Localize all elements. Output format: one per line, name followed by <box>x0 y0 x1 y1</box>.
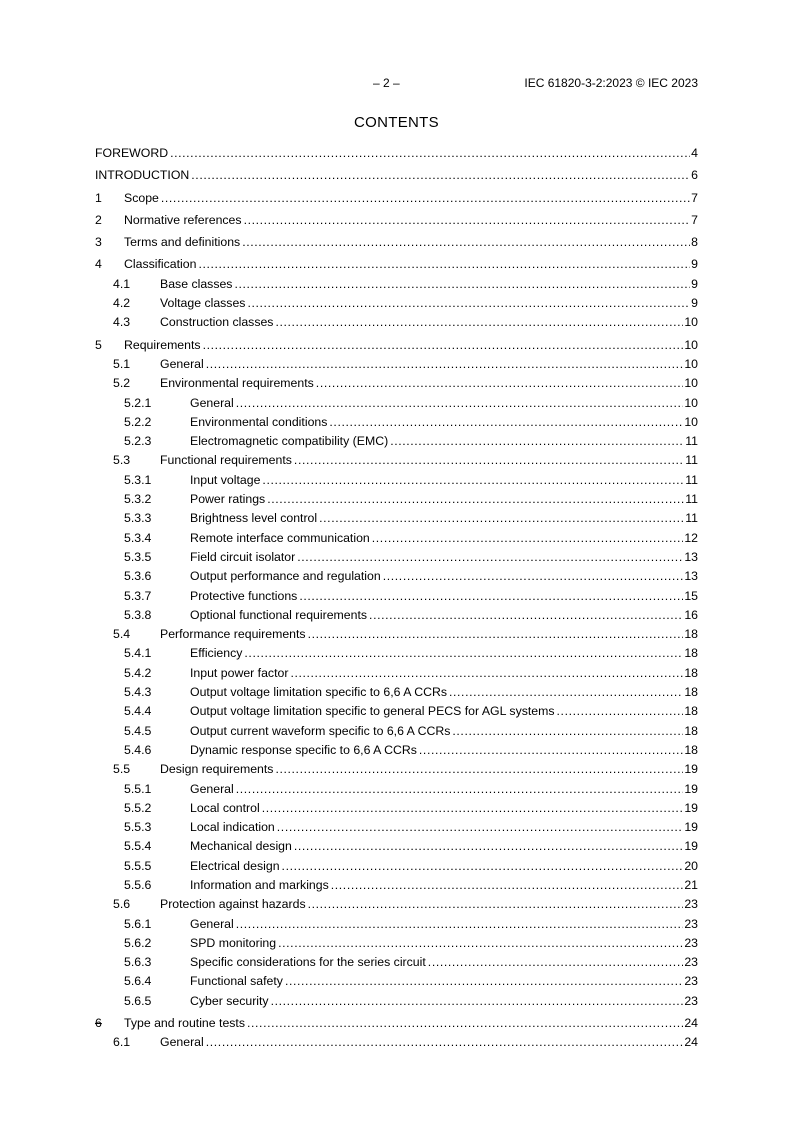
toc-entry-title[interactable]: Dynamic response specific to 6,6 A CCRs <box>190 742 417 757</box>
toc-entry-title[interactable]: Optional functional requirements <box>190 607 368 622</box>
dot-leader <box>191 166 690 185</box>
toc-entry-page[interactable]: 19 <box>684 781 698 796</box>
toc-entry-title[interactable]: INTRODUCTION <box>95 168 190 183</box>
toc-entry[interactable] <box>95 144 698 163</box>
toc-entry-number: 4.1 <box>113 276 131 291</box>
dot-leader <box>297 548 683 567</box>
toc-entry-title[interactable]: General <box>160 1035 204 1050</box>
dot-leader <box>390 432 684 451</box>
toc-entry-page[interactable]: 10 <box>684 315 698 330</box>
toc-entry-number: 5.1 <box>113 356 131 371</box>
toc-entry-title[interactable]: General <box>190 781 234 796</box>
toc-entry-page[interactable]: 8 <box>691 235 698 250</box>
toc-entry[interactable] <box>95 702 698 721</box>
dot-leader <box>428 953 684 972</box>
toc-entry-number: 5.6.4 <box>124 974 152 989</box>
dot-leader <box>329 413 683 432</box>
toc-entry-page[interactable]: 15 <box>684 588 698 603</box>
dot-leader <box>236 394 684 413</box>
toc-entry-page[interactable]: 4 <box>691 146 698 160</box>
toc-entry-number: 6 <box>95 1016 102 1031</box>
toc-entry-page[interactable]: 19 <box>684 800 698 815</box>
toc-entry-number: 4.2 <box>113 296 131 311</box>
toc-entry[interactable] <box>95 780 698 799</box>
dot-leader <box>369 606 683 625</box>
toc-entry-number: 5 <box>95 337 102 352</box>
toc-entry[interactable] <box>95 509 698 528</box>
toc-entry-title[interactable]: SPD monitoring <box>190 935 277 950</box>
dot-leader <box>206 1033 684 1052</box>
toc-entry-title[interactable]: Performance requirements <box>160 627 306 642</box>
toc-entry[interactable] <box>95 876 698 895</box>
toc-entry-number: 5.6.1 <box>124 916 152 931</box>
toc-entry-page[interactable]: 12 <box>684 530 698 545</box>
toc-entry[interactable] <box>95 394 698 413</box>
toc-entry-title[interactable]: Mechanical design <box>190 839 292 854</box>
toc-entry-number: 5.3.5 <box>124 549 152 564</box>
toc-entry-page[interactable]: 13 <box>684 569 698 584</box>
toc-entry-number: 5.4 <box>113 627 131 642</box>
dot-leader <box>278 934 683 953</box>
toc-entry-title[interactable]: Classification <box>124 257 197 272</box>
toc-entry-title[interactable]: Electromagnetic compatibility (EMC) <box>190 434 389 449</box>
toc-entry-page[interactable]: 9 <box>691 296 698 311</box>
toc-entry-number: 5.2.3 <box>124 434 152 449</box>
toc-entry[interactable] <box>95 587 698 606</box>
toc-entry-title[interactable]: Voltage classes <box>160 296 246 311</box>
dot-leader <box>267 490 684 509</box>
toc-entry-number: 4.3 <box>113 315 131 330</box>
toc-entry-number: 5.2.1 <box>124 395 152 410</box>
toc-entry[interactable] <box>95 895 698 914</box>
toc-entry[interactable] <box>95 992 698 1011</box>
toc-entry-title[interactable]: Protective functions <box>190 588 298 603</box>
dot-leader <box>419 741 683 760</box>
toc-entry-title[interactable]: FOREWORD <box>95 146 169 160</box>
toc-entry-page[interactable]: 10 <box>684 395 698 410</box>
toc-entry[interactable] <box>95 413 698 432</box>
toc-entry-page[interactable]: 23 <box>684 993 698 1008</box>
dot-leader <box>275 313 683 332</box>
toc-entry[interactable] <box>95 741 698 760</box>
toc-entry[interactable] <box>95 934 698 953</box>
toc-entry-title[interactable]: Functional safety <box>190 974 283 989</box>
toc-entry-number: 5.6 <box>113 897 131 912</box>
dot-leader <box>294 451 684 470</box>
toc-entry-number: 5.4.4 <box>124 704 152 719</box>
toc-entry-page[interactable]: 20 <box>684 858 698 873</box>
toc-entry[interactable] <box>95 275 698 294</box>
toc-entry-title[interactable]: Construction classes <box>160 315 274 330</box>
toc-entry-title[interactable]: Output performance and regulation <box>190 569 381 584</box>
dot-leader <box>170 144 690 163</box>
toc-entry-number: 3 <box>95 235 102 250</box>
page-title: CONTENTS <box>354 114 439 131</box>
toc-entry[interactable] <box>95 567 698 586</box>
page-header <box>0 76 793 92</box>
toc-entry[interactable] <box>95 644 698 663</box>
toc-entry-page[interactable]: 23 <box>684 935 698 950</box>
toc-entry-title[interactable]: Output voltage limitation specific to 6,6 A CCRs <box>190 685 447 700</box>
toc-entry-page[interactable]: 23 <box>684 955 698 970</box>
dot-leader <box>282 857 684 876</box>
toc-entry[interactable] <box>95 166 698 185</box>
toc-entry-number: 4 <box>95 257 102 272</box>
toc-entry-number: 5.6.2 <box>124 935 152 950</box>
toc-entry-number: 5.3.8 <box>124 607 152 622</box>
toc-entry-page[interactable]: 16 <box>684 607 698 622</box>
toc-entry-number: 1 <box>95 190 102 205</box>
toc-entry[interactable] <box>95 625 698 644</box>
dot-leader <box>244 644 683 663</box>
dot-leader <box>262 471 684 490</box>
dot-leader <box>294 837 683 856</box>
toc-entry[interactable] <box>95 336 698 355</box>
toc-entry-number: 5.4.3 <box>124 685 152 700</box>
toc-entry[interactable] <box>95 799 698 818</box>
toc-entry[interactable] <box>95 1033 698 1052</box>
toc-entry-title[interactable]: Efficiency <box>190 646 243 661</box>
toc-entry-page[interactable]: 10 <box>684 356 698 371</box>
toc-entry-number: 5.4.6 <box>124 742 152 757</box>
dot-leader <box>299 587 683 606</box>
toc-entry-title[interactable]: Field circuit isolator <box>190 549 296 564</box>
toc-entry[interactable] <box>95 1014 698 1033</box>
toc-entry-title[interactable]: Protection against hazards <box>160 897 306 912</box>
toc-entry-page[interactable]: 11 <box>685 453 698 468</box>
toc-entry[interactable] <box>95 664 698 683</box>
toc-entry-title[interactable]: Functional requirements <box>160 453 292 468</box>
toc-entry-number: 5.3.1 <box>124 472 152 487</box>
toc-entry-title[interactable]: Environmental conditions <box>190 414 328 429</box>
toc-entry[interactable] <box>95 490 698 509</box>
toc-entry-page[interactable]: 21 <box>684 877 698 892</box>
dot-leader <box>319 509 684 528</box>
toc-entry-number: 5.5.6 <box>124 877 152 892</box>
dot-leader <box>277 818 684 837</box>
toc-entry[interactable] <box>95 529 698 548</box>
dot-leader <box>383 567 684 586</box>
toc-entry-number: 5.5.2 <box>124 800 152 815</box>
dot-leader <box>331 876 684 895</box>
toc-entry-page[interactable]: 18 <box>684 723 698 738</box>
toc-entry[interactable] <box>95 355 698 374</box>
dot-leader <box>244 211 691 230</box>
toc-entry-title[interactable]: Brightness level control <box>190 511 318 526</box>
toc-entry-page[interactable]: 10 <box>684 414 698 429</box>
dot-leader <box>290 664 683 683</box>
toc-entry-page[interactable]: 19 <box>684 762 698 777</box>
dot-leader <box>247 1014 683 1033</box>
toc-entry-number: 5.5.3 <box>124 820 152 835</box>
dot-leader <box>206 355 684 374</box>
toc-entry-page[interactable]: 9 <box>691 257 698 272</box>
toc-entry-number: 5.3.2 <box>124 492 152 507</box>
toc-entry-number: 5.5.4 <box>124 839 152 854</box>
toc-entry-page[interactable]: 18 <box>684 646 698 661</box>
toc-entry-number: 5.4.5 <box>124 723 152 738</box>
dot-leader <box>271 992 684 1011</box>
dot-leader <box>234 275 690 294</box>
toc-entry[interactable] <box>95 818 698 837</box>
toc-entry-number: 6.1 <box>113 1035 131 1050</box>
toc-entry[interactable] <box>95 606 698 625</box>
dot-leader <box>247 294 690 313</box>
dot-leader <box>316 374 684 393</box>
toc-entry-title[interactable]: Remote interface communication <box>190 530 370 545</box>
toc-entry-number: 5.3.3 <box>124 511 152 526</box>
toc-entry-page[interactable]: 23 <box>684 974 698 989</box>
toc-entry-page[interactable]: 11 <box>685 434 698 449</box>
toc-entry-page[interactable]: 7 <box>691 212 698 227</box>
toc-entry-page[interactable]: 13 <box>684 549 698 564</box>
dot-leader <box>198 255 690 274</box>
toc-entry-number: 5.6.5 <box>124 993 152 1008</box>
dot-leader <box>308 895 684 914</box>
toc-entry[interactable] <box>95 451 698 470</box>
dot-leader <box>161 189 690 208</box>
dot-leader <box>275 760 683 779</box>
toc-entry-title[interactable]: Design requirements <box>160 762 274 777</box>
standard-reference: IEC 61820-3-2:2023 © IEC 2023 <box>524 76 698 90</box>
toc-entry-number: 5.6.3 <box>124 955 152 970</box>
toc-entry[interactable] <box>95 374 698 393</box>
toc-entry-number: 5.3.7 <box>124 588 152 603</box>
toc-entry-page[interactable]: 24 <box>684 1016 698 1031</box>
toc-entry-title[interactable]: Electrical design <box>190 858 280 873</box>
toc-entry-page[interactable]: 10 <box>684 376 698 391</box>
toc-entry[interactable] <box>95 471 698 490</box>
toc-entry-title[interactable]: Type and routine tests <box>124 1016 245 1031</box>
toc-entry-title[interactable]: Power ratings <box>190 492 266 507</box>
toc-entry-page[interactable]: 18 <box>684 685 698 700</box>
toc-entry-page[interactable]: 6 <box>691 168 698 183</box>
toc-entry-page[interactable]: 19 <box>684 820 698 835</box>
toc-entry[interactable] <box>95 972 698 991</box>
toc-entry[interactable] <box>95 857 698 876</box>
dot-leader <box>203 336 684 355</box>
toc-entry[interactable] <box>95 211 698 230</box>
dot-leader <box>236 915 684 934</box>
toc-entry-page[interactable]: 19 <box>684 839 698 854</box>
toc-entry-title[interactable]: Input voltage <box>190 472 261 487</box>
toc-entry-title[interactable]: Specific considerations for the series circuit <box>190 955 426 970</box>
toc-entry-title[interactable]: Base classes <box>160 276 233 291</box>
toc-entry-number: 5.3.4 <box>124 530 152 545</box>
dot-leader <box>242 233 690 252</box>
toc-entry-page[interactable]: 18 <box>684 627 698 642</box>
toc-entry[interactable] <box>95 683 698 702</box>
toc-entry-title[interactable]: Terms and definitions <box>124 235 241 250</box>
toc-entry-title[interactable]: General <box>160 356 204 371</box>
toc-entry[interactable] <box>95 837 698 856</box>
dot-leader <box>308 625 684 644</box>
toc-entry-title[interactable]: Normative references <box>124 212 242 227</box>
toc-entry-number: 5.5.1 <box>124 781 152 796</box>
toc-entry-title[interactable]: Information and markings <box>190 877 329 892</box>
toc-entry-title[interactable]: Output current waveform specific to 6,6 A CCRs <box>190 723 451 738</box>
toc-entry-number: 5.2 <box>113 376 131 391</box>
dot-leader <box>372 529 684 548</box>
toc-entry[interactable] <box>95 233 698 252</box>
toc-entry-title[interactable]: Cyber security <box>190 993 269 1008</box>
toc-entry[interactable] <box>95 294 698 313</box>
toc-entry[interactable] <box>95 548 698 567</box>
toc-entry-number: 5.4.1 <box>124 646 152 661</box>
toc-entry-number: 5.5 <box>113 762 131 777</box>
dot-leader <box>557 702 684 721</box>
toc-entry[interactable] <box>95 432 698 451</box>
page-number: – 2 – <box>373 76 400 90</box>
toc-entry-number: 5.2.2 <box>124 414 152 429</box>
toc-entry-title[interactable]: Input power factor <box>190 665 289 680</box>
toc-entry-page[interactable]: 24 <box>684 1035 698 1050</box>
toc-entry[interactable] <box>95 255 698 274</box>
toc-entry-title[interactable]: Local control <box>190 800 260 815</box>
toc-entry[interactable] <box>95 760 698 779</box>
toc-entry-title[interactable]: General <box>190 916 234 931</box>
toc-entry-title[interactable]: General <box>190 395 234 410</box>
dot-leader <box>262 799 684 818</box>
toc-entry-number: 5.4.2 <box>124 665 152 680</box>
toc-entry-title[interactable]: Local indication <box>190 820 275 835</box>
toc-entry-page[interactable]: 18 <box>684 742 698 757</box>
toc-entry-number: 5.3 <box>113 453 131 468</box>
toc-entry-title[interactable]: Scope <box>124 190 159 205</box>
toc-entry-page[interactable]: 11 <box>685 511 698 526</box>
toc-entry[interactable] <box>95 313 698 332</box>
toc-entry-page[interactable]: 18 <box>684 665 698 680</box>
toc-entry-number: 2 <box>95 212 102 227</box>
toc-entry-page[interactable]: 18 <box>684 704 698 719</box>
toc-entry-page[interactable]: 10 <box>684 337 698 352</box>
toc-entry-page[interactable]: 11 <box>685 492 698 507</box>
dot-leader <box>285 972 683 991</box>
dot-leader <box>236 780 684 799</box>
dot-leader <box>452 722 683 741</box>
toc-entry[interactable] <box>95 189 698 208</box>
toc-entry-number: 5.3.6 <box>124 569 152 584</box>
toc-entry-page[interactable]: 23 <box>684 916 698 931</box>
dot-leader <box>449 683 683 702</box>
toc-entry[interactable] <box>95 915 698 934</box>
toc-entry-page[interactable]: 23 <box>684 897 698 912</box>
toc-entry[interactable] <box>95 722 698 741</box>
toc-entry-page[interactable]: 9 <box>691 276 698 291</box>
toc-entry-page[interactable]: 11 <box>685 472 698 487</box>
toc-entry-title[interactable]: Requirements <box>124 337 201 352</box>
toc-entry-number: 5.5.5 <box>124 858 152 873</box>
toc-entry-title[interactable]: Environmental requirements <box>160 376 314 391</box>
toc-entry-page[interactable]: 7 <box>691 190 698 205</box>
table-of-contents <box>95 144 698 1053</box>
toc-entry-title[interactable]: Output voltage limitation specific to general PECS for AGL systems <box>190 704 555 719</box>
toc-entry[interactable] <box>95 953 698 972</box>
